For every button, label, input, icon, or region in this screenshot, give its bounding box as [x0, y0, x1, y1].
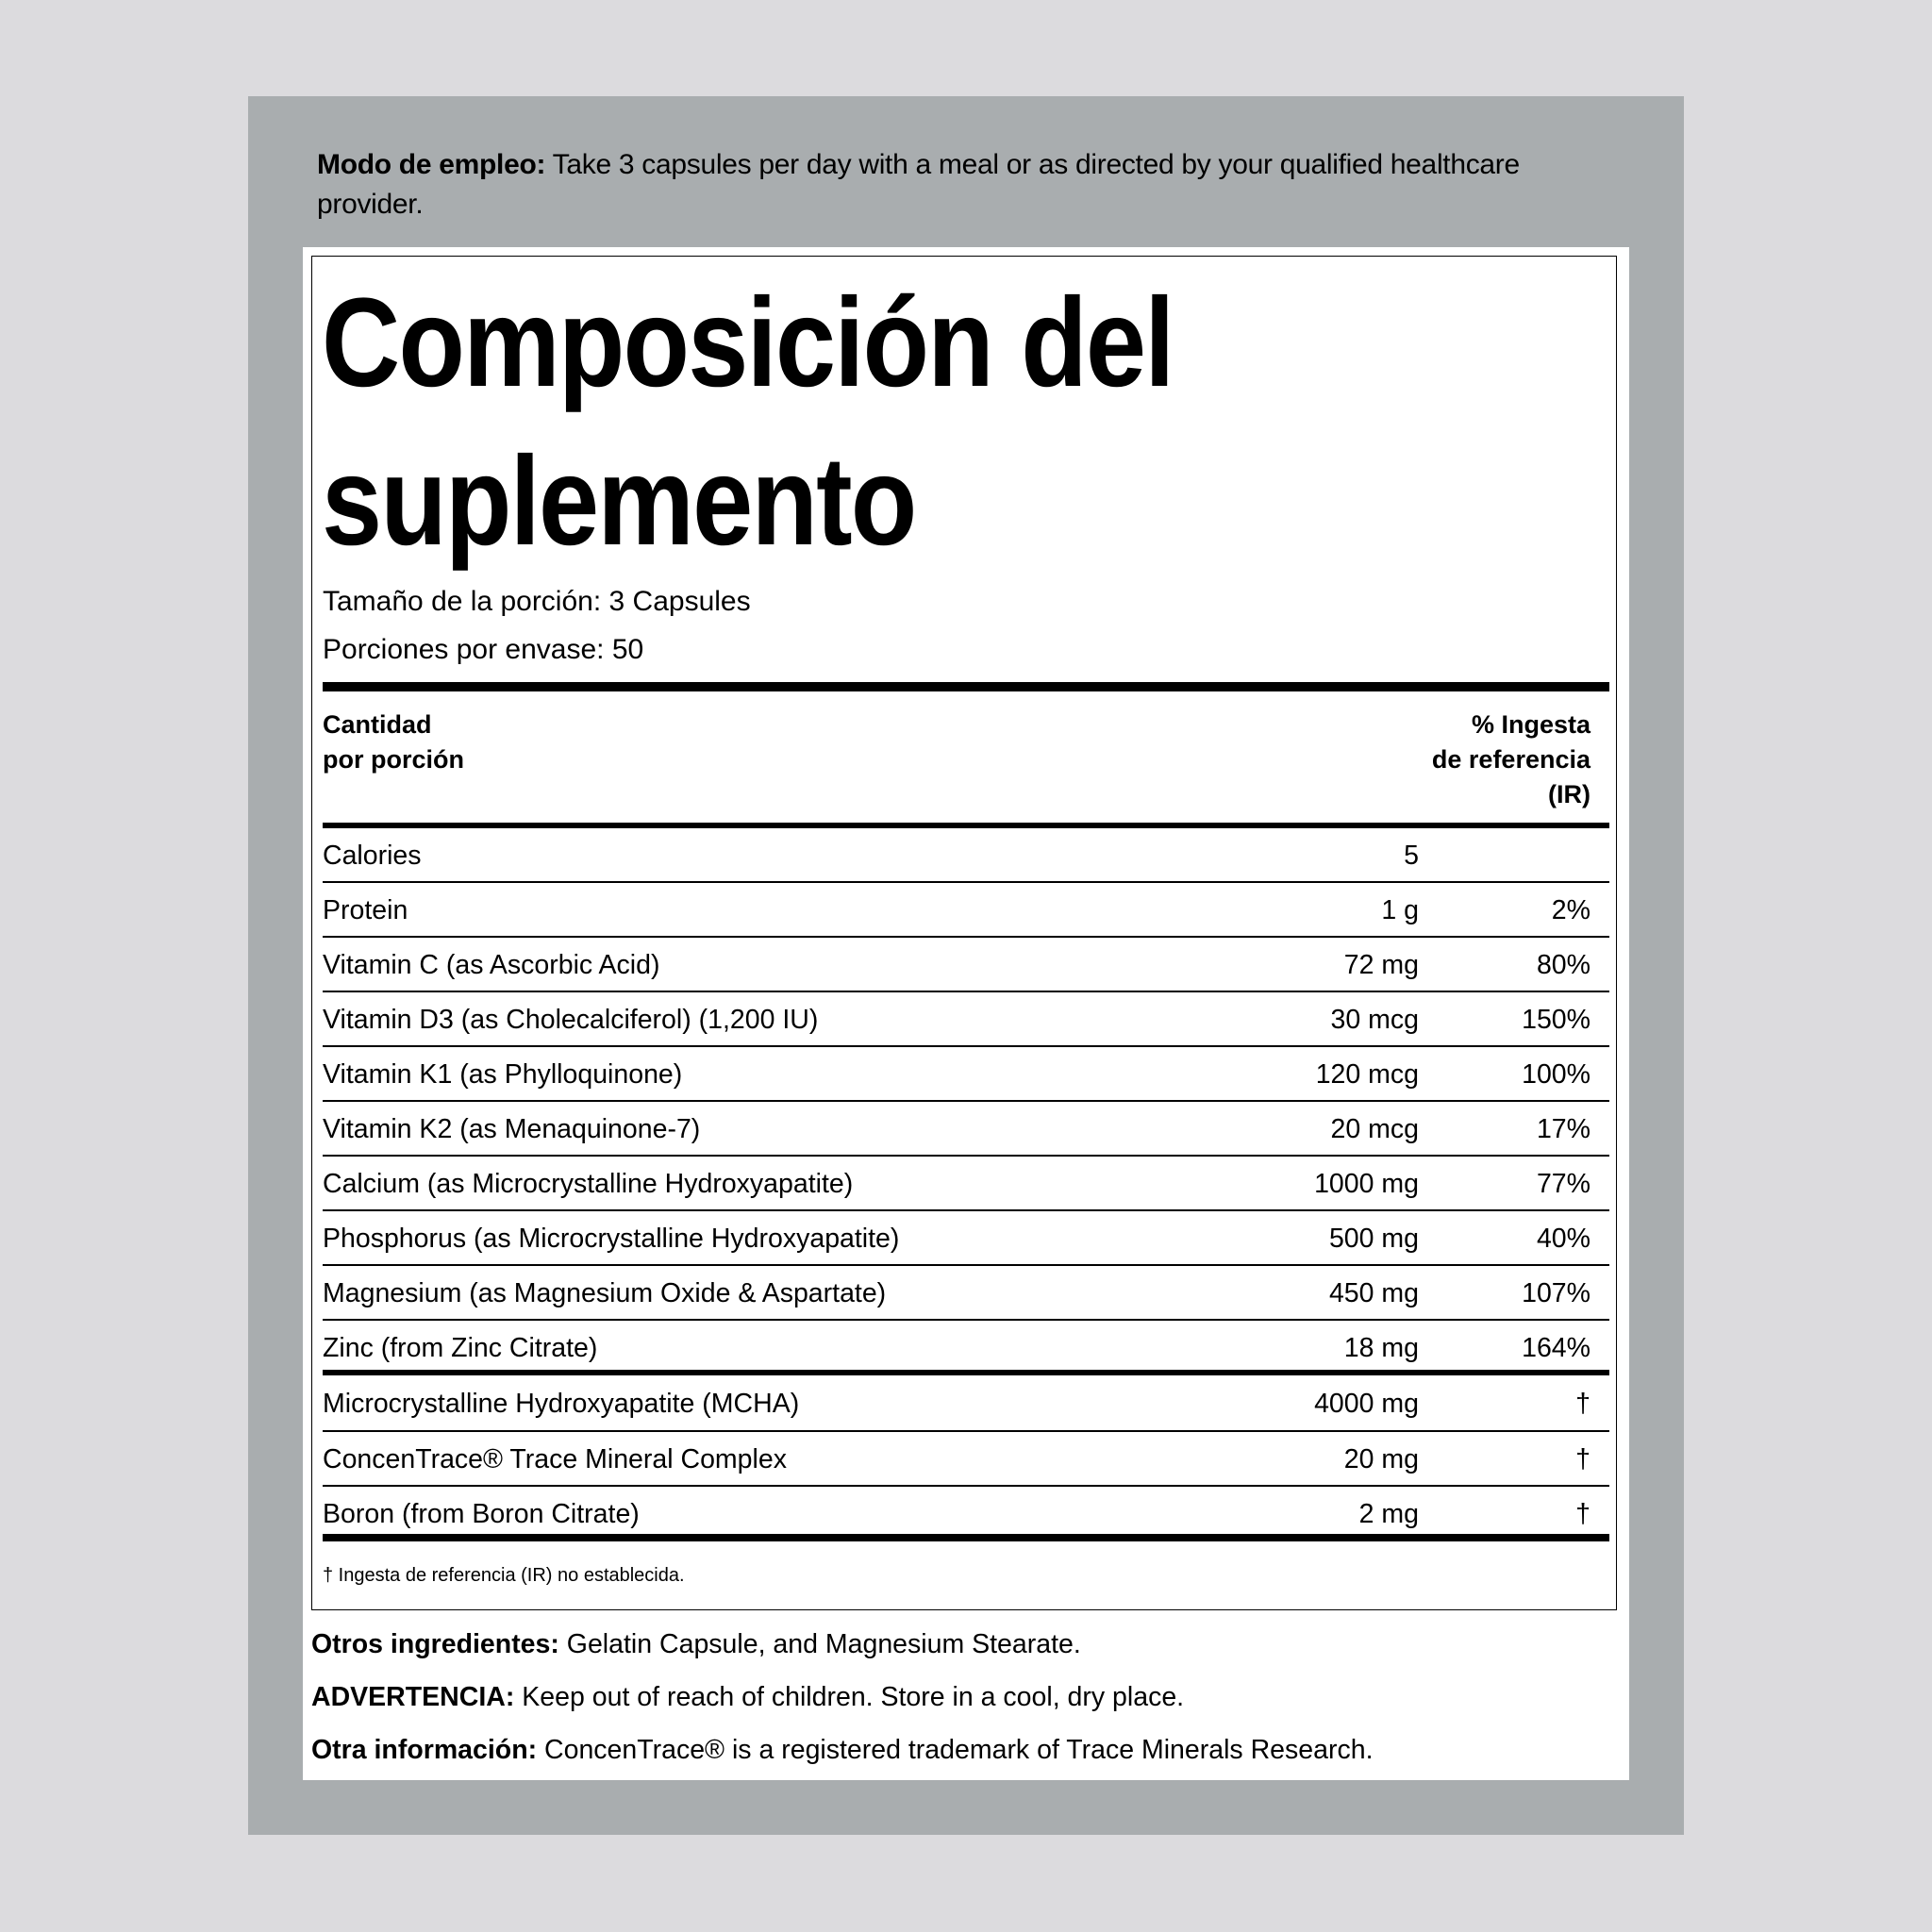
nutrient-amount: 2 mg [1358, 1499, 1419, 1529]
header-amount-per-serving [323, 708, 464, 777]
nutrient-percent: 107% [1522, 1278, 1591, 1308]
nutrient-percent: 17% [1536, 1114, 1591, 1144]
nutrient-percent: 150% [1522, 1005, 1591, 1035]
nutrient-amount: 18 mg [1343, 1333, 1419, 1363]
table-row [323, 1211, 1609, 1266]
nutrient-name: Phosphorus (as Microcrystalline Hydroxyapatite) [323, 1224, 900, 1254]
facts-title-line2: suplemento [322, 431, 916, 572]
thick-row-divider [323, 1534, 1609, 1541]
nutrient-amount: 1000 mg [1314, 1169, 1419, 1199]
warning [311, 1678, 1184, 1716]
table-row [323, 1047, 1609, 1102]
table-row [323, 1266, 1609, 1321]
servings-per-container: Porciones por envase: 50 [323, 634, 644, 665]
table-row [323, 1321, 1609, 1375]
table-row [323, 938, 1609, 992]
footnote: † Ingesta de referencia (IR) no establecida. [323, 1565, 685, 1586]
nutrient-amount: 20 mcg [1330, 1114, 1419, 1144]
table-row [323, 828, 1609, 883]
header-left-line1: Cantidad [323, 710, 432, 739]
other-ingredients-label: Otros ingredientes: [311, 1629, 559, 1659]
directions-label: Modo de empleo: [317, 149, 546, 180]
header-right-line3: (IR) [1548, 780, 1591, 808]
nutrient-percent: † [1575, 1444, 1591, 1474]
nutrient-name: Protein [323, 895, 408, 925]
other-information-text: ConcenTrace® is a registered trademark of Trace Minerals Research. [537, 1735, 1374, 1765]
nutrient-name: Vitamin D3 (as Cholecalciferol) (1,200 IU) [323, 1005, 819, 1035]
nutrient-amount: 500 mg [1328, 1224, 1419, 1254]
nutrient-name: Calcium (as Microcrystalline Hydroxyapatite) [323, 1169, 854, 1199]
facts-title-line1: Composición del [322, 273, 1174, 413]
header-reference-intake [1432, 708, 1591, 812]
nutrient-name: Calories [323, 841, 422, 871]
nutrient-percent: 100% [1522, 1059, 1591, 1090]
thick-rule-top [323, 682, 1609, 691]
nutrient-name: Boron (from Boron Citrate) [323, 1499, 640, 1529]
nutrient-amount: 450 mg [1328, 1278, 1419, 1308]
directions-text [317, 145, 1572, 225]
table-row [323, 1432, 1609, 1487]
serving-size: Tamaño de la porción: 3 Capsules [323, 586, 751, 617]
nutrient-amount: 30 mcg [1330, 1005, 1419, 1035]
nutrient-amount: 20 mg [1343, 1444, 1419, 1474]
nutrient-amount: 1 g [1381, 895, 1419, 925]
directions-body: Take 3 capsules per day with a meal or as directed by your qualified healthcare provider. [317, 149, 1520, 220]
nutrient-name: Microcrystalline Hydroxyapatite (MCHA) [323, 1389, 800, 1419]
table-row [323, 992, 1609, 1047]
warning-label: ADVERTENCIA: [311, 1682, 515, 1712]
table-row [323, 1102, 1609, 1157]
nutrient-percent: 80% [1536, 950, 1591, 980]
nutrient-amount: 4000 mg [1314, 1389, 1419, 1419]
header-left-line2: por porción [323, 745, 464, 774]
table-row [323, 1157, 1609, 1211]
other-ingredients-text: Gelatin Capsule, and Magnesium Stearate. [558, 1629, 1081, 1659]
nutrient-percent: 2% [1551, 895, 1591, 925]
table-row [323, 1375, 1609, 1432]
other-information [311, 1731, 1374, 1769]
nutrient-percent: † [1575, 1389, 1591, 1419]
nutrient-name: ConcenTrace® Trace Mineral Complex [323, 1444, 787, 1474]
nutrient-name: Vitamin K2 (as Menaquinone-7) [323, 1114, 701, 1144]
nutrient-name: Vitamin C (as Ascorbic Acid) [323, 950, 660, 980]
nutrient-percent: 77% [1536, 1169, 1591, 1199]
table-row [323, 1487, 1609, 1541]
nutrient-amount: 120 mcg [1315, 1059, 1419, 1090]
nutrient-amount: 5 [1404, 841, 1419, 871]
header-right-line1: % Ingesta [1471, 710, 1591, 739]
nutrient-percent: 164% [1522, 1333, 1591, 1363]
warning-text: Keep out of reach of children. Store in a cool, dry place. [514, 1682, 1185, 1712]
nutrient-name: Zinc (from Zinc Citrate) [323, 1333, 598, 1363]
other-information-label: Otra información: [311, 1735, 538, 1765]
nutrient-amount: 72 mg [1343, 950, 1419, 980]
facts-title [322, 264, 1376, 581]
nutrient-percent: † [1575, 1499, 1591, 1529]
header-right-line2: de referencia [1431, 745, 1591, 774]
nutrient-name: Magnesium (as Magnesium Oxide & Aspartate) [323, 1278, 887, 1308]
nutrient-name: Vitamin K1 (as Phylloquinone) [323, 1059, 683, 1090]
nutrient-percent: 40% [1536, 1224, 1591, 1254]
table-row [323, 883, 1609, 938]
other-ingredients [311, 1625, 1081, 1663]
